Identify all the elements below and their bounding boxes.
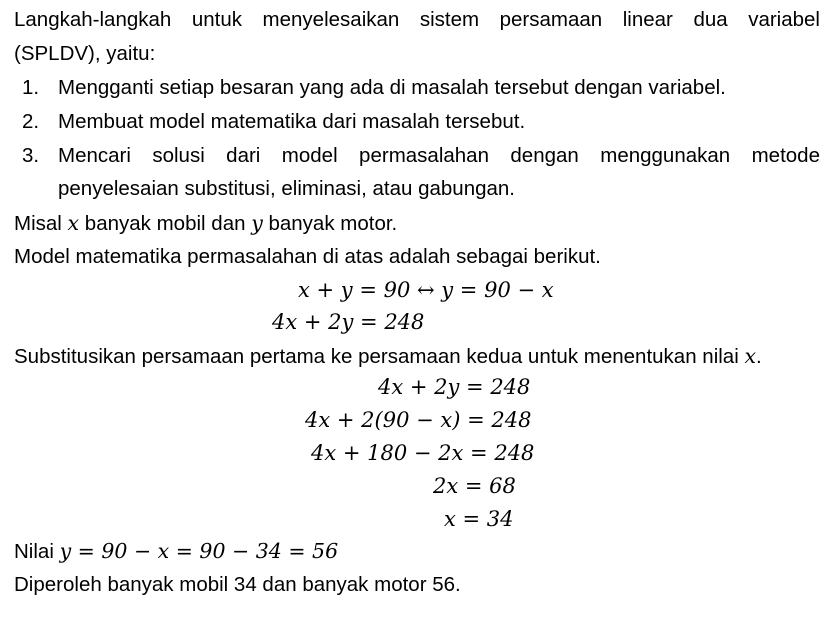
step-number: 2. (22, 110, 40, 133)
model-equation-2: 4x + 2y = 248 (272, 310, 425, 334)
step-text-continued: penyelesaian substitusi, eliminasi, atau gabungan. (58, 177, 515, 200)
step-number: 3. (22, 144, 40, 167)
model-equation-1: x + y = 90 ↔ y = 90 − x (298, 278, 554, 302)
model-intro: Model matematika permasalahan di atas adalah sebagai berikut. (14, 245, 601, 268)
nilai-line: Nilai y = 90 − x = 90 − 34 = 56 (14, 539, 339, 563)
step-number: 1. (22, 76, 40, 99)
solution-step-4: 2x = 68 (433, 474, 516, 498)
solution-step-1: 4x + 2y = 248 (378, 375, 531, 399)
solution-step-5: x = 34 (444, 507, 514, 531)
solution-step-3: 4x + 180 − 2x = 248 (311, 441, 535, 465)
step-text: Mengganti setiap besaran yang ada di masalah tersebut dengan variabel. (58, 76, 726, 99)
misal-line: Misal x banyak mobil dan y banyak motor. (14, 211, 398, 235)
step-text: Mencari solusi dari model permasalahan dengan menggunakan metode (58, 144, 820, 167)
intro-line-1: Langkah-langkah untuk menyelesaikan sistem persamaan linear dua variabel (14, 8, 820, 31)
conclusion: Diperoleh banyak mobil 34 dan banyak motor 56. (14, 573, 461, 596)
intro-line-2: (SPLDV), yaitu: (14, 42, 156, 65)
step-text: Membuat model matematika dari masalah tersebut. (58, 110, 526, 133)
substitution-text: Substitusikan persamaan pertama ke persamaan kedua untuk menentukan nilai x. (14, 344, 762, 368)
solution-step-2: 4x + 2(90 − x) = 248 (305, 408, 532, 432)
